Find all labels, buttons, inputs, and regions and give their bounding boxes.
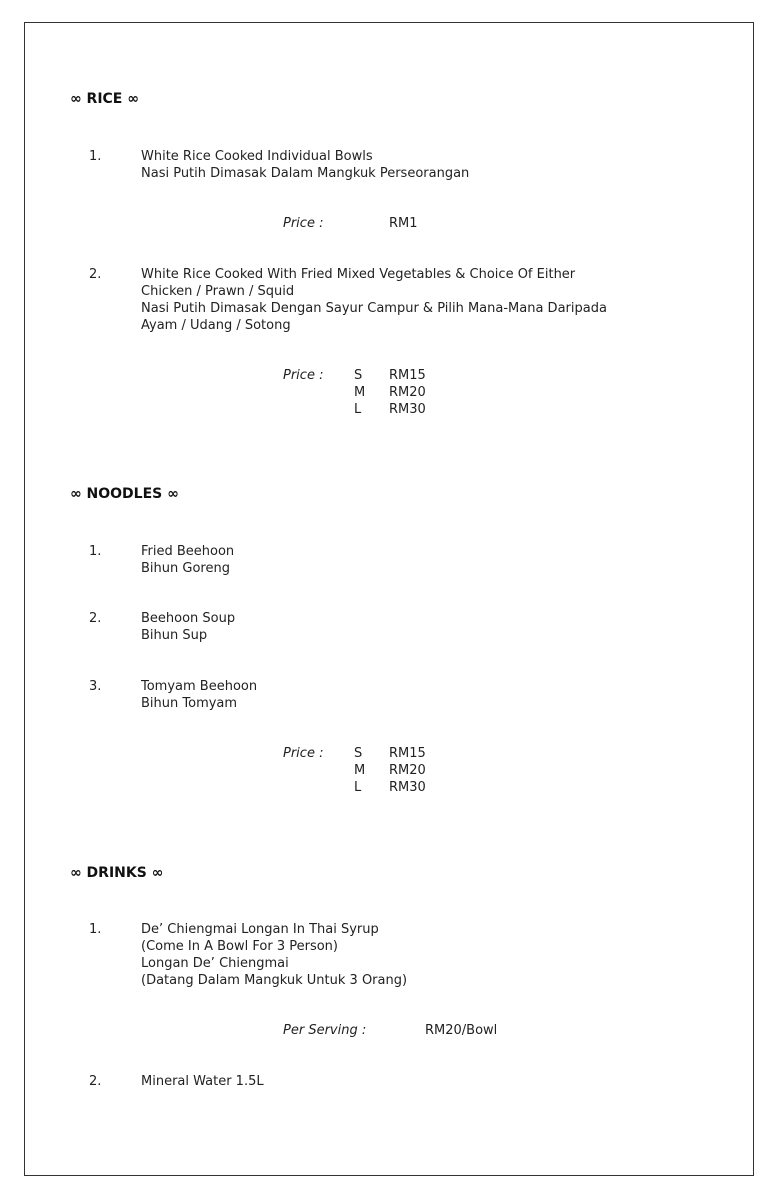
item-name-en: De’ Chiengmai Longan In Thai Syrup [141,922,379,937]
size-label: M [354,763,366,778]
price-value: RM30 [389,402,426,417]
item-name-ms: Nasi Putih Dimasak Dalam Mangkuk Perseorangan [141,166,470,181]
item-name-en: Beehoon Soup [141,611,236,626]
price-label: Per Serving : [283,1023,367,1038]
item-name-ms: Bihun Tomyam [141,696,238,711]
item-number: 1. [89,544,102,559]
size-label: L [354,780,362,795]
item-name-en: White Rice Cooked With Fried Mixed Vegetables & Choice Of Either [141,267,576,282]
item-number: 1. [89,922,102,937]
size-label: S [354,746,363,761]
item-name-en: Chicken / Prawn / Squid [141,284,295,299]
menu-page [24,22,754,1176]
item-name-ms: Bihun Goreng [141,561,230,576]
size-label: M [354,385,366,400]
item-name-en: Mineral Water 1.5L [141,1074,264,1089]
item-name-ms: Bihun Sup [141,628,208,643]
price-label: Price : [283,746,324,761]
item-name-en: Tomyam Beehoon [141,679,258,694]
price-value: RM20 [389,385,426,400]
section-heading-rice: ∞ RICE ∞ [70,91,139,107]
item-name-en: White Rice Cooked Individual Bowls [141,149,373,164]
item-number: 2. [89,1074,102,1089]
price-value: RM1 [389,216,418,231]
price-label: Price : [283,368,324,383]
section-heading-noodles: ∞ NOODLES ∞ [70,486,179,502]
item-name-ms: Nasi Putih Dimasak Dengan Sayur Campur & Pilih Mana-Mana Daripada [141,301,607,316]
price-value: RM20 [389,763,426,778]
size-label: S [354,368,363,383]
item-number: 3. [89,679,102,694]
item-number: 2. [89,267,102,282]
item-note-en: (Come In A Bowl For 3 Person) [141,939,338,954]
section-heading-drinks: ∞ DRINKS ∞ [70,865,164,881]
price-value: RM15 [389,368,426,383]
item-name-ms: Longan De’ Chiengmai [141,956,289,971]
item-name-en: Fried Beehoon [141,544,235,559]
item-name-ms: Ayam / Udang / Sotong [141,318,291,333]
item-number: 2. [89,611,102,626]
price-value: RM15 [389,746,426,761]
price-value: RM20/Bowl [425,1023,498,1038]
price-label: Price : [283,216,324,231]
price-value: RM30 [389,780,426,795]
item-number: 1. [89,149,102,164]
size-label: L [354,402,362,417]
item-note-ms: (Datang Dalam Mangkuk Untuk 3 Orang) [141,973,408,988]
